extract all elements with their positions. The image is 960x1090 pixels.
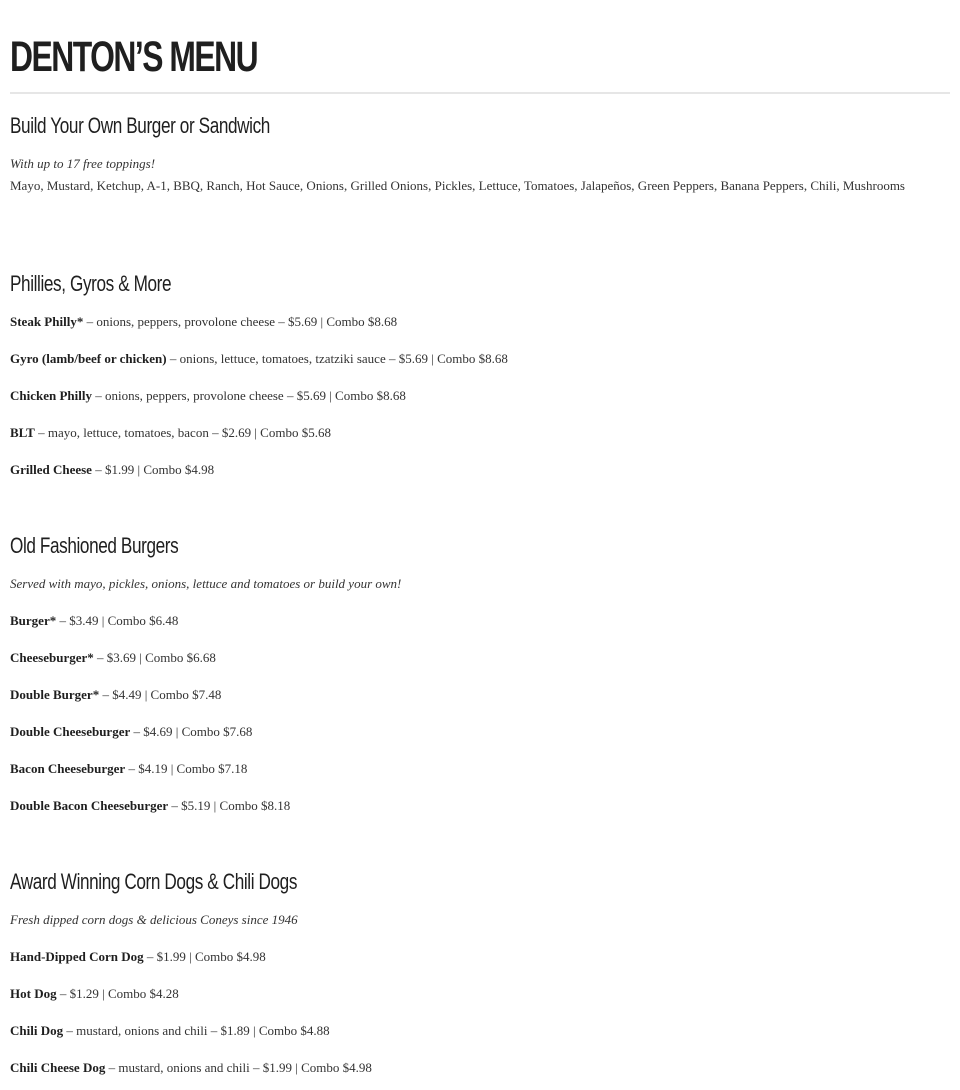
section-build-your-own [10,111,950,193]
menu-item-details: – onions, lettuce, tomatoes, tzatziki sauce – $5.69 | Combo $8.68 [166,351,508,366]
menu-item-details: – mustard, onions and chili – $1.99 | Combo $4.98 [105,1060,372,1075]
menu-item [10,647,216,669]
menu-item [10,459,214,481]
section-intro: With up to 17 free toppings! [10,156,156,171]
menu-item-name: Burger* [10,613,57,628]
menu-item-name: Hot Dog [10,986,57,1001]
menu-item-details: – $4.69 | Combo $7.68 [130,724,253,739]
menu-item-name: Chicken Philly [10,388,92,403]
section-phillies-gyros [10,269,950,477]
menu-item-details: – mustard, onions and chili – $1.89 | Combo $4.88 [63,1023,330,1038]
menu-item-details: – mayo, lettuce, tomatoes, bacon – $2.69 | Combo $5.68 [34,425,331,440]
section-old-fashioned-burgers [10,531,950,813]
section-heading: Award Winning Corn Dogs & Chili Dogs [10,869,298,894]
menu-item [10,385,406,407]
menu-item-details: – $3.49 | Combo $6.48 [56,613,179,628]
page-title: DENTON’S MENU [10,33,258,81]
menu-item-name: Steak Philly* [10,314,84,329]
menu-item-details: – $4.19 | Combo $7.18 [125,761,248,776]
menu-item [10,610,178,632]
menu-item [10,311,397,333]
menu-item [10,795,290,817]
menu-item-name: Chili Dog [10,1023,64,1038]
menu-item [10,1057,372,1079]
menu-item [10,946,266,968]
menu-item-name: Double Burger* [10,687,100,702]
menu-item-name: Double Bacon Cheeseburger [10,798,169,813]
menu-item [10,422,331,444]
menu-item-name: BLT [10,425,35,440]
menu-item-details: – $3.69 | Combo $6.68 [93,650,216,665]
menu-item [10,983,179,1005]
menu-item [10,348,508,370]
menu-item-name: Chili Cheese Dog [10,1060,106,1075]
menu-item-name: Gyro (lamb/beef or chicken) [10,351,167,366]
menu-item-name: Grilled Cheese [10,462,92,477]
section-corn-dogs-chili-dogs [10,867,950,1075]
menu-item-details: – $1.99 | Combo $4.98 [143,949,266,964]
menu-item-name: Hand-Dipped Corn Dog [10,949,144,964]
section-heading: Build Your Own Burger or Sandwich [10,113,270,138]
menu-item-details: – onions, peppers, provolone cheese – $5.69 | Combo $8.68 [92,388,406,403]
menu-item-details: – onions, peppers, provolone cheese – $5.69 | Combo $8.68 [83,314,398,329]
menu-item-name: Cheeseburger* [10,650,94,665]
section-intro: Served with mayo, pickles, onions, lettuce and tomatoes or build your own! [10,576,402,591]
menu-item-details: – $4.49 | Combo $7.48 [99,687,222,702]
menu-item-details: – $1.29 | Combo $4.28 [56,986,179,1001]
section-heading: Phillies, Gyros & More [10,271,172,296]
toppings-list: Mayo, Mustard, Ketchup, A-1, BBQ, Ranch, Hot Sauce, Onions, Grilled Onions, Pickles, Lettuce, Tomatoes, Jalapeños, Green Peppers, Banana Peppers, Chili, Mushrooms [10,178,905,193]
menu-item-details: – $5.19 | Combo $8.18 [168,798,291,813]
title-divider [10,92,950,94]
menu-item [10,1020,330,1042]
menu-item [10,758,247,780]
menu-item-name: Bacon Cheeseburger [10,761,126,776]
menu-item [10,721,252,743]
menu-item [10,684,221,706]
menu-item-details: – $1.99 | Combo $4.98 [91,462,215,477]
section-heading: Old Fashioned Burgers [10,533,179,558]
section-intro: Fresh dipped corn dogs & delicious Coneys since 1946 [10,912,298,927]
menu-item-name: Double Cheeseburger [10,724,131,739]
